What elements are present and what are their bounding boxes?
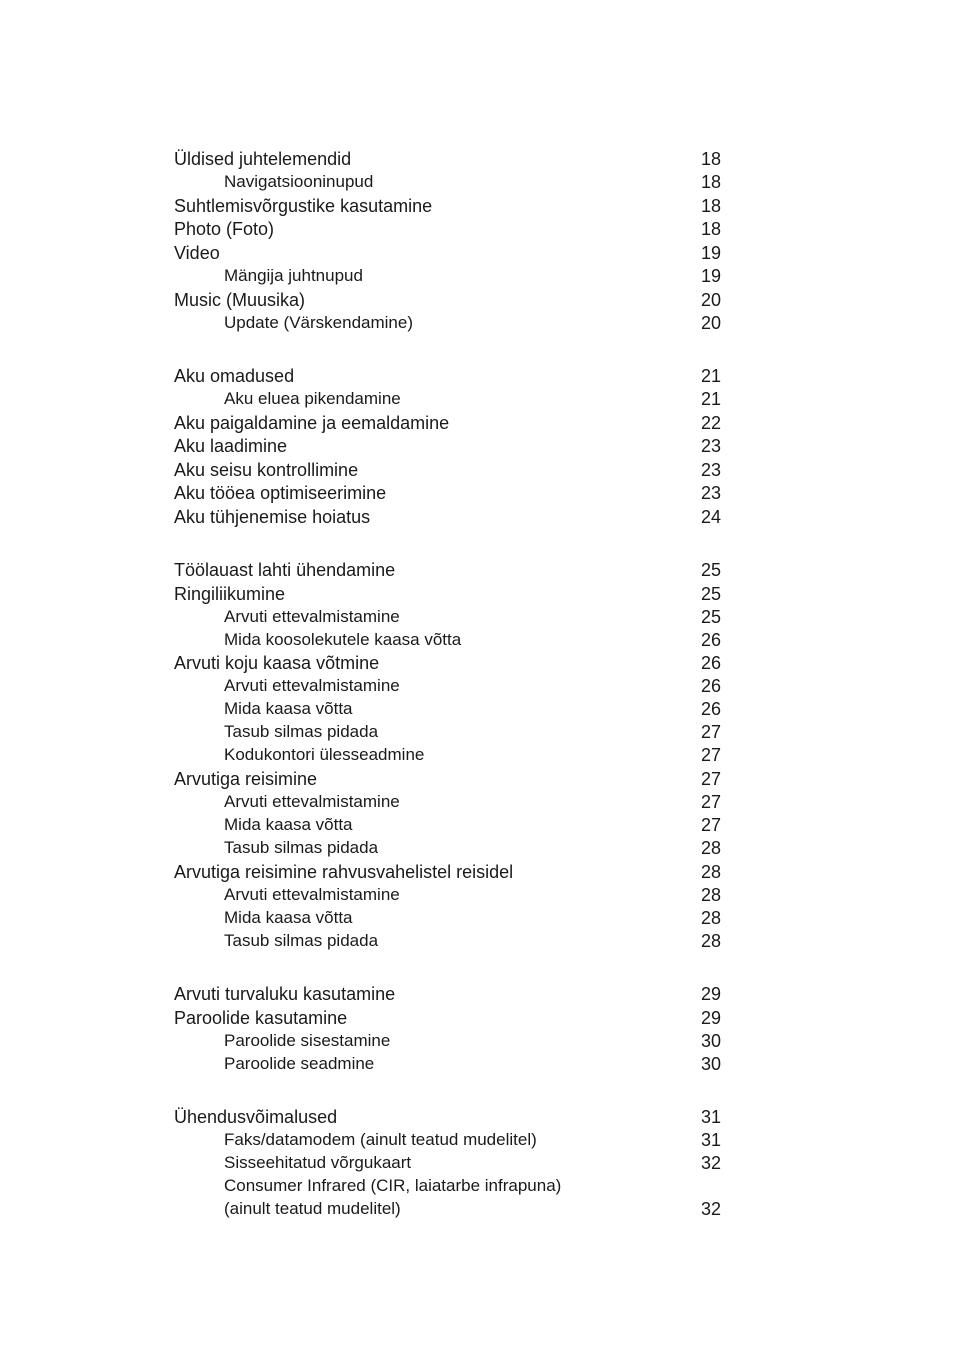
toc-entry-title: Tasub silmas pidada: [224, 722, 379, 741]
toc-entry-page: 28: [700, 885, 721, 905]
toc-entry[interactable]: [0, 1176, 954, 1199]
toc-entry[interactable]: [0, 584, 954, 607]
toc-entry[interactable]: [0, 653, 954, 676]
toc-entry-title: Music (Muusika): [174, 290, 306, 310]
toc-entry-page: 26: [700, 676, 721, 696]
toc-entry[interactable]: [0, 196, 954, 219]
toc-entry[interactable]: [0, 172, 954, 195]
toc-entry[interactable]: [0, 769, 954, 792]
toc-entry-page: 26: [700, 630, 721, 650]
toc-entry[interactable]: [0, 862, 954, 885]
toc-entry[interactable]: [0, 676, 954, 699]
toc-entry[interactable]: [0, 1199, 954, 1222]
toc-entry-title: Kodukontori ülesseadmine: [224, 745, 425, 764]
toc-entry[interactable]: [0, 792, 954, 815]
toc-entry-page: 18: [700, 219, 721, 239]
toc-entry-title: Sisseehitatud võrgukaart: [224, 1153, 412, 1172]
toc-entry-title: Aku omadused: [174, 366, 295, 386]
toc-entry[interactable]: [0, 560, 954, 583]
toc-entry[interactable]: [0, 1054, 954, 1077]
toc-entry-title: Faks/datamodem (ainult teatud mudelitel): [224, 1130, 537, 1149]
toc-entry[interactable]: [0, 1008, 954, 1031]
toc-entry-title: Ringiliikumine: [174, 584, 286, 604]
toc-entry-page: 28: [700, 931, 721, 951]
toc-entry-title: Ühendusvõimalused: [174, 1107, 338, 1127]
toc-entry-page: 32: [700, 1199, 721, 1219]
toc-entry-title: Töölauast lahti ühendamine: [174, 560, 396, 580]
toc-entry-title: Üldised juhtelemendid: [174, 149, 352, 169]
toc-entry-title: Aku tööea optimiseerimine: [174, 483, 387, 503]
toc-entry-page: 26: [700, 653, 721, 673]
toc-entry-page: 25: [700, 584, 721, 604]
toc-entry[interactable]: [0, 149, 954, 172]
toc-entry[interactable]: [0, 885, 954, 908]
toc-entry-page: 32: [700, 1153, 721, 1173]
toc-entry-title: Paroolide sisestamine: [224, 1031, 391, 1050]
toc-entry[interactable]: [0, 838, 954, 861]
toc-entry-page: 27: [700, 815, 721, 835]
toc-entry-page: 27: [700, 745, 721, 765]
toc-entry-title: Mida kaasa võtta: [224, 908, 353, 927]
toc-entry-page: 20: [700, 313, 721, 333]
toc-entry[interactable]: [0, 630, 954, 653]
toc-entry-page: 23: [700, 460, 721, 480]
toc-entry-title: (ainult teatud mudelitel): [224, 1199, 401, 1218]
toc-entry-title: Aku eluea pikendamine: [224, 389, 401, 408]
toc-entry-page: 25: [700, 607, 721, 627]
toc-entry-page: 24: [700, 507, 721, 527]
toc-entry-page: 27: [700, 769, 721, 789]
toc-entry[interactable]: [0, 699, 954, 722]
toc-entry-title: Consumer Infrared (CIR, laiatarbe infrapuna): [224, 1176, 562, 1195]
toc-entry-title: Mida kaasa võtta: [224, 815, 353, 834]
toc-entry[interactable]: [0, 219, 954, 242]
toc-entry-title: Aku paigaldamine ja eemaldamine: [174, 413, 450, 433]
toc-entry-page: 29: [700, 984, 721, 1004]
toc-entry[interactable]: [0, 507, 954, 530]
toc-entry[interactable]: [0, 1153, 954, 1176]
toc-entry-title: Update (Värskendamine): [224, 313, 413, 332]
toc-entry-page: 21: [700, 366, 721, 386]
toc-entry-page: 18: [700, 149, 721, 169]
toc-entry-page: 18: [700, 172, 721, 192]
toc-entry[interactable]: [0, 1107, 954, 1130]
toc-entry[interactable]: [0, 483, 954, 506]
toc-entry[interactable]: [0, 266, 954, 289]
toc-entry[interactable]: [0, 313, 954, 336]
toc-entry-page: 23: [700, 436, 721, 456]
toc-entry-page: 31: [700, 1107, 721, 1127]
toc-entry-title: Aku laadimine: [174, 436, 288, 456]
toc-entry-title: Navigatsiooninupud: [224, 172, 374, 191]
toc-entry[interactable]: [0, 745, 954, 768]
toc-entry-page: 21: [700, 389, 721, 409]
toc-entry-title: Arvuti ettevalmistamine: [224, 607, 400, 626]
toc-entry-page: 26: [700, 699, 721, 719]
toc-entry-title: Arvuti koju kaasa võtmine: [174, 653, 380, 673]
toc-entry[interactable]: [0, 1130, 954, 1153]
toc-entry-page: 22: [700, 413, 721, 433]
toc-entry[interactable]: [0, 290, 954, 313]
toc-entry-page: 28: [700, 838, 721, 858]
toc-entry-page: 29: [700, 1008, 721, 1028]
toc-entry-page: 25: [700, 560, 721, 580]
toc-entry-title: Arvuti ettevalmistamine: [224, 885, 400, 904]
toc-entry-title: Aku seisu kontrollimine: [174, 460, 359, 480]
toc-entry-title: Arvuti turvaluku kasutamine: [174, 984, 396, 1004]
toc-entry-page: 28: [700, 862, 721, 882]
toc-entry-page: 31: [700, 1130, 721, 1150]
toc-entry[interactable]: [0, 243, 954, 266]
toc-entry-title: Paroolide kasutamine: [174, 1008, 348, 1028]
toc-entry-page: 19: [700, 243, 721, 263]
toc-entry-title: Video: [174, 243, 220, 263]
toc-entry[interactable]: [0, 460, 954, 483]
toc-entry-title: Paroolide seadmine: [224, 1054, 375, 1073]
toc-entry-title: Mängija juhtnupud: [224, 266, 363, 285]
toc-entry-page: 28: [700, 908, 721, 928]
toc-entry-title: Tasub silmas pidada: [224, 838, 379, 857]
toc-entry[interactable]: [0, 931, 954, 954]
toc-entry-title: Mida kaasa võtta: [224, 699, 353, 718]
toc-entry[interactable]: [0, 722, 954, 745]
toc-entry-page: 19: [700, 266, 721, 286]
toc-entry-title: Arvuti ettevalmistamine: [224, 676, 400, 695]
toc-entry[interactable]: [0, 984, 954, 1007]
toc-entry[interactable]: [0, 389, 954, 412]
toc-entry-title: Aku tühjenemise hoiatus: [174, 507, 371, 527]
toc-entry-page: 23: [700, 483, 721, 503]
toc-entry-title: Tasub silmas pidada: [224, 931, 379, 950]
toc-entry-title: Arvutiga reisimine: [174, 769, 318, 789]
toc-entry-title: Suhtlemisvõrgustike kasutamine: [174, 196, 433, 216]
toc-entry[interactable]: [0, 908, 954, 931]
toc-entry-page: 20: [700, 290, 721, 310]
toc-entry[interactable]: [0, 815, 954, 838]
toc-entry-page: 27: [700, 792, 721, 812]
toc-entry-page: 18: [700, 196, 721, 216]
toc-entry[interactable]: [0, 436, 954, 459]
toc-entry[interactable]: [0, 366, 954, 389]
toc-entry-title: Photo (Foto): [174, 219, 275, 239]
toc-entry[interactable]: [0, 413, 954, 436]
toc-entry-title: Arvuti ettevalmistamine: [224, 792, 400, 811]
toc-entry-page: 30: [700, 1031, 721, 1051]
toc-entry[interactable]: [0, 607, 954, 630]
toc-entry-page: 30: [700, 1054, 721, 1074]
toc-entry[interactable]: [0, 1031, 954, 1054]
toc-entry-title: Arvutiga reisimine rahvusvahelistel reisidel: [174, 862, 514, 882]
toc-entry-page: 27: [700, 722, 721, 742]
toc-entry-title: Mida koosolekutele kaasa võtta: [224, 630, 462, 649]
